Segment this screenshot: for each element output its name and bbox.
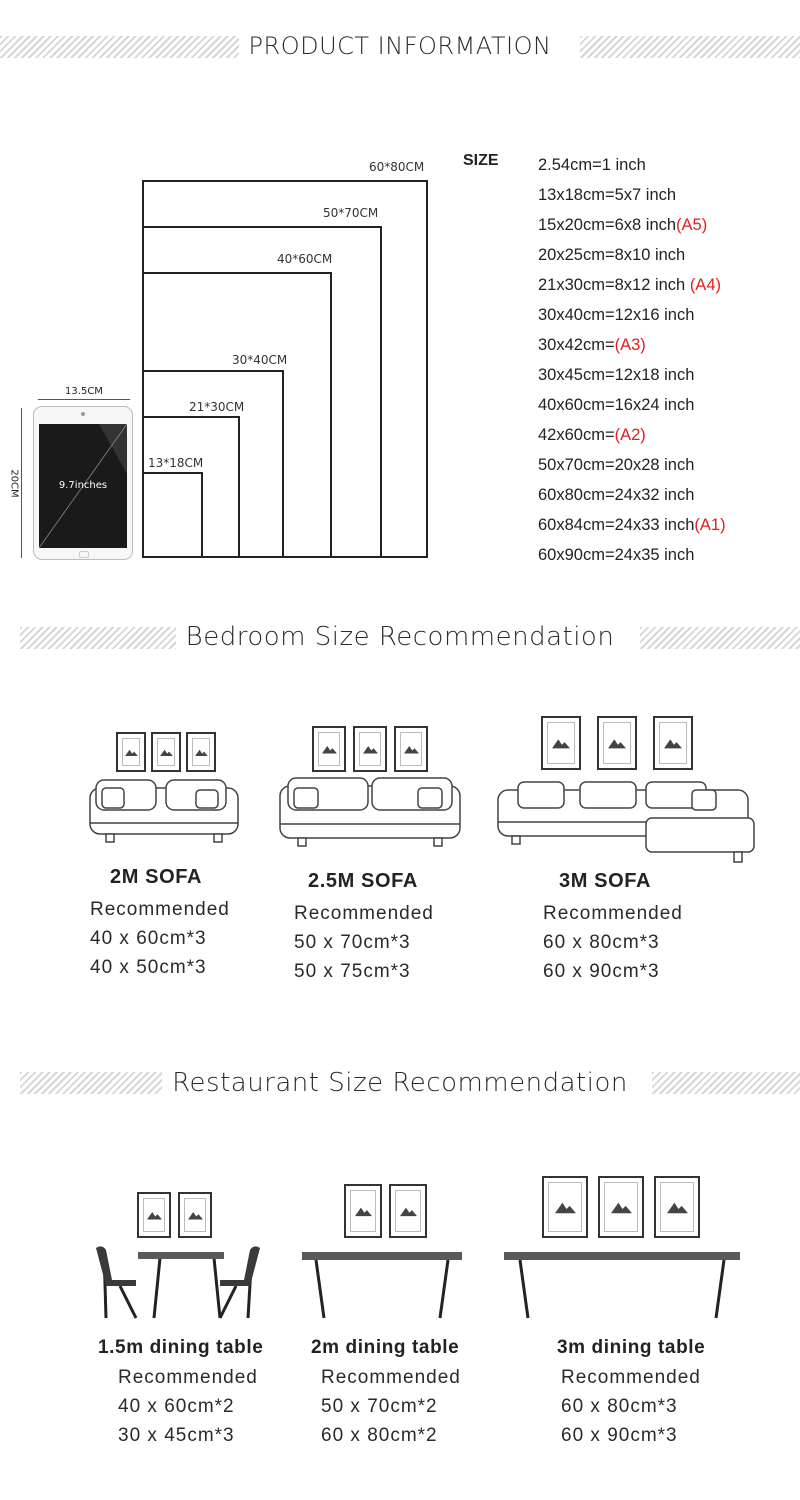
- diagram-baseline: [142, 556, 428, 558]
- restaurant-rec-1-5m: [98, 1337, 298, 1450]
- rec-size: 50 x 70cm*2: [321, 1396, 438, 1417]
- rec-title: 2m dining table: [311, 1337, 460, 1358]
- mountain-icon: [667, 1200, 688, 1214]
- size-row: 2.54cm=1 inch: [538, 156, 646, 174]
- tablet-height-dimension: 20CM: [8, 408, 28, 558]
- mountain-icon: [552, 737, 570, 749]
- wall-frame: [394, 726, 428, 772]
- rec-subtitle: Recommended: [90, 899, 230, 920]
- size-list: [538, 150, 726, 570]
- rec-title: 1.5m dining table: [98, 1337, 264, 1358]
- rec-title: 3m dining table: [557, 1337, 706, 1358]
- dining-table-2m-illustration: [300, 1250, 464, 1320]
- box-label-21x30: 21*30CM: [189, 400, 245, 414]
- size-row: 21x30cm=8x12 inch (A4): [538, 276, 721, 294]
- wall-frame: [389, 1184, 427, 1238]
- restaurant-rec-2m: [311, 1337, 501, 1450]
- sofa-3m-illustration: [496, 778, 758, 866]
- tablet-width-dimension: 13.5CM: [38, 386, 130, 400]
- rec-size: 40 x 50cm*3: [90, 957, 207, 978]
- mountain-icon: [400, 1205, 417, 1217]
- rec-title: 2.5M SOFA: [308, 870, 418, 892]
- dining-table-3m-illustration: [502, 1250, 742, 1320]
- box-label-60x80: 60*80CM: [369, 160, 425, 174]
- rec-title: 2M SOFA: [110, 866, 202, 888]
- mountain-icon: [160, 748, 173, 757]
- size-row: 30x40cm=12x16 inch: [538, 306, 695, 324]
- wall-frame: [542, 1176, 588, 1238]
- rec-subtitle: Recommended: [543, 903, 683, 924]
- rec-subtitle: Recommended: [561, 1367, 701, 1388]
- size-row: 60x84cm=24x33 inch(A1): [538, 516, 726, 534]
- mountain-icon: [608, 737, 626, 749]
- size-row: 50x70cm=20x28 inch: [538, 456, 695, 474]
- rec-size: 60 x 80cm*2: [321, 1425, 438, 1446]
- tablet: [33, 406, 133, 560]
- rec-size: 60 x 80cm*3: [543, 932, 660, 953]
- page-title: PRODUCT INFORMATION: [0, 32, 800, 60]
- rec-size: 40 x 60cm*3: [90, 928, 207, 949]
- wall-frame: [151, 732, 181, 772]
- wall-frame: [597, 716, 637, 770]
- box-label-30x40: 30*40CM: [232, 353, 288, 367]
- mountain-icon: [322, 744, 337, 754]
- mountain-icon: [611, 1200, 632, 1214]
- wall-frame: [353, 726, 387, 772]
- sofa-2-5m-illustration: [278, 774, 462, 850]
- wall-frame: [137, 1192, 171, 1238]
- wall-frame: [186, 732, 216, 772]
- box-label-50x70: 50*70CM: [323, 206, 379, 220]
- frame-outline-13x18: [142, 472, 203, 558]
- box-label-40x60: 40*60CM: [277, 252, 333, 266]
- wall-frame: [344, 1184, 382, 1238]
- rec-subtitle: Recommended: [118, 1367, 258, 1388]
- mountain-icon: [188, 1210, 203, 1220]
- mountain-icon: [355, 1205, 372, 1217]
- size-row: 40x60cm=16x24 inch: [538, 396, 695, 414]
- rec-size: 60 x 90cm*3: [561, 1425, 678, 1446]
- dining-table-1-5m-illustration: [92, 1246, 264, 1320]
- rec-size: 30 x 45cm*3: [118, 1425, 235, 1446]
- mountain-icon: [555, 1200, 576, 1214]
- mountain-icon: [125, 748, 138, 757]
- mountain-icon: [404, 744, 419, 754]
- rec-size: 40 x 60cm*2: [118, 1396, 235, 1417]
- size-label: SIZE: [463, 152, 499, 169]
- bedroom-title: Bedroom Size Recommendation: [0, 622, 800, 652]
- box-label-13x18: 13*18CM: [148, 456, 204, 470]
- bedroom-rec-3m: [543, 870, 763, 986]
- wall-frame: [654, 1176, 700, 1238]
- restaurant-title: Restaurant Size Recommendation: [0, 1068, 800, 1098]
- size-row: 42x60cm=(A2): [538, 426, 646, 444]
- rec-size: 60 x 80cm*3: [561, 1396, 678, 1417]
- size-row: 30x45cm=12x18 inch: [538, 366, 695, 384]
- tablet-screen: 9.7inches: [39, 424, 127, 548]
- wall-frame: [541, 716, 581, 770]
- wall-frame: [116, 732, 146, 772]
- rec-subtitle: Recommended: [294, 903, 434, 924]
- size-row: 20x25cm=8x10 inch: [538, 246, 686, 264]
- wall-frame: [598, 1176, 644, 1238]
- rec-title: 3M SOFA: [559, 870, 651, 892]
- mountain-icon: [664, 737, 682, 749]
- wall-frame: [178, 1192, 212, 1238]
- size-row: 30x42cm=(A3): [538, 336, 646, 354]
- rec-size: 50 x 70cm*3: [294, 932, 411, 953]
- mountain-icon: [363, 744, 378, 754]
- size-row: 60x80cm=24x32 inch: [538, 486, 695, 504]
- wall-frame: [653, 716, 693, 770]
- rec-subtitle: Recommended: [321, 1367, 461, 1388]
- rec-size: 60 x 90cm*3: [543, 961, 660, 982]
- rec-size: 50 x 75cm*3: [294, 961, 411, 982]
- restaurant-rec-3m: [557, 1337, 747, 1450]
- size-row: 13x18cm=5x7 inch: [538, 186, 677, 204]
- mountain-icon: [195, 748, 208, 757]
- size-row: 15x20cm=6x8 inch(A5): [538, 216, 708, 234]
- bedroom-rec-2m: [90, 866, 310, 982]
- wall-frame: [312, 726, 346, 772]
- bedroom-rec-2-5m: [294, 870, 514, 986]
- size-row: 60x90cm=24x35 inch: [538, 546, 695, 564]
- mountain-icon: [147, 1210, 162, 1220]
